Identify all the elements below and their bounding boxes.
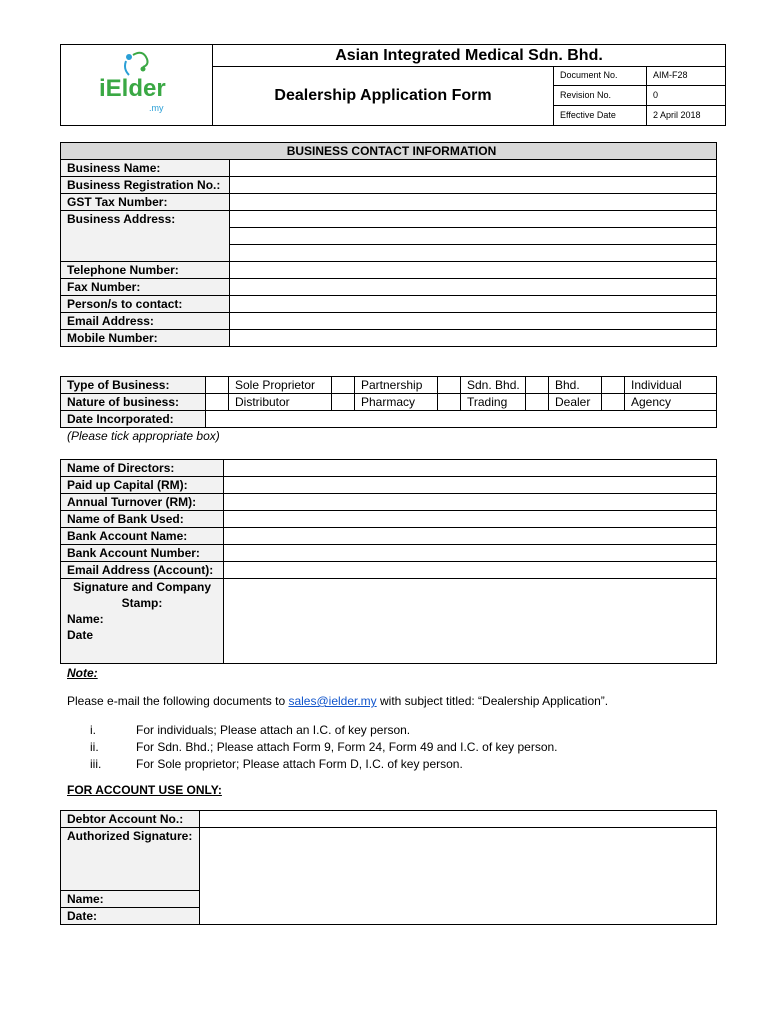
account-heading: FOR ACCOUNT USE ONLY: (67, 783, 222, 797)
company-info-table (60, 459, 717, 664)
list-item (90, 757, 710, 774)
business-name-label: Business Name: (61, 160, 230, 177)
mobile-field[interactable] (230, 330, 717, 347)
company-name: Asian Integrated Medical Sdn. Bhd. (213, 45, 725, 67)
bank-field[interactable] (224, 511, 717, 528)
capital-label: Paid up Capital (RM): (61, 477, 224, 494)
account-number-label: Bank Account Number: (61, 545, 224, 562)
gst-label: GST Tax Number: (61, 194, 230, 211)
capital-field[interactable] (224, 477, 717, 494)
business-type-table (60, 376, 717, 428)
date-incorporated-field[interactable] (206, 411, 717, 428)
list-number: ii. (90, 740, 99, 754)
checkbox-individual[interactable] (602, 377, 625, 394)
checkbox-sole-proprietor[interactable] (206, 377, 229, 394)
business-contact-table (60, 142, 717, 347)
note-intro-suffix: with subject titled: “Dealership Application”. (376, 694, 609, 708)
authorized-signature-label: Authorized Signature: (61, 828, 200, 891)
signature-label: Signature and Company Stamp: (72, 580, 212, 610)
option-label: Bhd. (549, 377, 602, 394)
meta-row (554, 106, 727, 126)
checkbox-sdn-bhd[interactable] (438, 377, 461, 394)
section-title: BUSINESS CONTACT INFORMATION (61, 143, 717, 160)
checkbox-dealer[interactable] (526, 394, 549, 411)
logo-cell (61, 45, 213, 125)
meta-row (554, 66, 727, 86)
account-email-label: Email Address (Account): (61, 562, 224, 579)
contact-person-field[interactable] (230, 296, 717, 313)
option-label: Pharmacy (355, 394, 438, 411)
registration-no-label: Business Registration No.: (61, 177, 230, 194)
date-incorporated-label: Date Incorporated: (61, 411, 206, 428)
address-line-2-field[interactable] (230, 228, 717, 245)
option-label: Sdn. Bhd. (461, 377, 526, 394)
meta-value: 0 (647, 86, 727, 106)
meta-value: 2 April 2018 (647, 106, 727, 126)
date-incorporated-row (61, 411, 717, 428)
option-label: Agency (625, 394, 717, 411)
option-label: Trading (461, 394, 526, 411)
signature-field[interactable] (224, 579, 717, 664)
account-number-field[interactable] (224, 545, 717, 562)
contact-person-label: Person/s to contact: (61, 296, 230, 313)
meta-value: AIM-F28 (647, 66, 727, 86)
note-intro-text: Please e-mail the following documents to (67, 694, 289, 708)
note-list (90, 723, 710, 774)
bank-label: Name of Bank Used: (61, 511, 224, 528)
meta-label: Effective Date (554, 106, 647, 126)
nature-row (61, 394, 717, 411)
telephone-field[interactable] (230, 262, 717, 279)
signature-date-label: Date (67, 628, 94, 642)
sales-email-link[interactable]: sales@ielder.my (288, 694, 377, 708)
document-meta-table (553, 66, 726, 125)
form-header (60, 44, 726, 126)
gst-field[interactable] (230, 194, 717, 211)
checkbox-partnership[interactable] (332, 377, 355, 394)
account-date-label: Date: (61, 908, 200, 925)
address-line-3-field[interactable] (230, 245, 717, 262)
form-title: Dealership Application Form (274, 87, 492, 104)
fax-label: Fax Number: (61, 279, 230, 296)
type-row (61, 377, 717, 394)
email-label: Email Address: (61, 313, 230, 330)
account-name-label: Bank Account Name: (61, 528, 224, 545)
telephone-label: Telephone Number: (61, 262, 230, 279)
option-label: Individual (625, 377, 717, 394)
tick-hint: (Please tick appropriate box) (67, 429, 220, 443)
email-field[interactable] (230, 313, 717, 330)
checkbox-distributor[interactable] (206, 394, 229, 411)
authorized-signature-field[interactable] (200, 828, 717, 925)
list-number: i. (90, 723, 96, 737)
option-label: Sole Proprietor (229, 377, 332, 394)
account-name-label: Name: (61, 891, 200, 908)
meta-label: Document No. (554, 66, 647, 86)
turnover-label: Annual Turnover (RM): (61, 494, 224, 511)
directors-field[interactable] (224, 460, 717, 477)
checkbox-bhd[interactable] (526, 377, 549, 394)
type-label: Type of Business: (61, 377, 206, 394)
list-text: For Sole proprietor; Please attach Form D, I.C. of key person. (136, 757, 463, 771)
list-item (90, 740, 710, 757)
logo-text: iElder (99, 75, 166, 102)
account-table (60, 810, 717, 925)
list-item (90, 723, 710, 740)
address-label: Business Address: (61, 211, 230, 262)
note-heading: Note: (67, 666, 98, 680)
list-text: For Sdn. Bhd.; Please attach Form 9, Form 24, Form 49 and I.C. of key person. (136, 740, 558, 754)
registration-no-field[interactable] (230, 177, 717, 194)
option-label: Partnership (355, 377, 438, 394)
option-label: Distributor (229, 394, 332, 411)
directors-label: Name of Directors: (61, 460, 224, 477)
debtor-label: Debtor Account No.: (61, 811, 200, 828)
debtor-field[interactable] (200, 811, 717, 828)
address-line-1-field[interactable] (230, 211, 717, 228)
note-intro (67, 694, 608, 708)
checkbox-agency[interactable] (602, 394, 625, 411)
fax-field[interactable] (230, 279, 717, 296)
list-number: iii. (90, 757, 102, 771)
list-text: For individuals; Please attach an I.C. of key person. (136, 723, 411, 737)
option-label: Dealer (549, 394, 602, 411)
logo-subtext: .my (149, 103, 164, 113)
signature-label-cell (61, 579, 224, 664)
checkbox-pharmacy[interactable] (332, 394, 355, 411)
checkbox-trading[interactable] (438, 394, 461, 411)
meta-label: Revision No. (554, 86, 647, 106)
nature-label: Nature of business: (61, 394, 206, 411)
business-name-field[interactable] (230, 160, 717, 177)
account-name-field[interactable] (224, 528, 717, 545)
signature-name-label: Name: (67, 612, 104, 626)
mobile-label: Mobile Number: (61, 330, 230, 347)
turnover-field[interactable] (224, 494, 717, 511)
account-email-field[interactable] (224, 562, 717, 579)
meta-row (554, 86, 727, 106)
